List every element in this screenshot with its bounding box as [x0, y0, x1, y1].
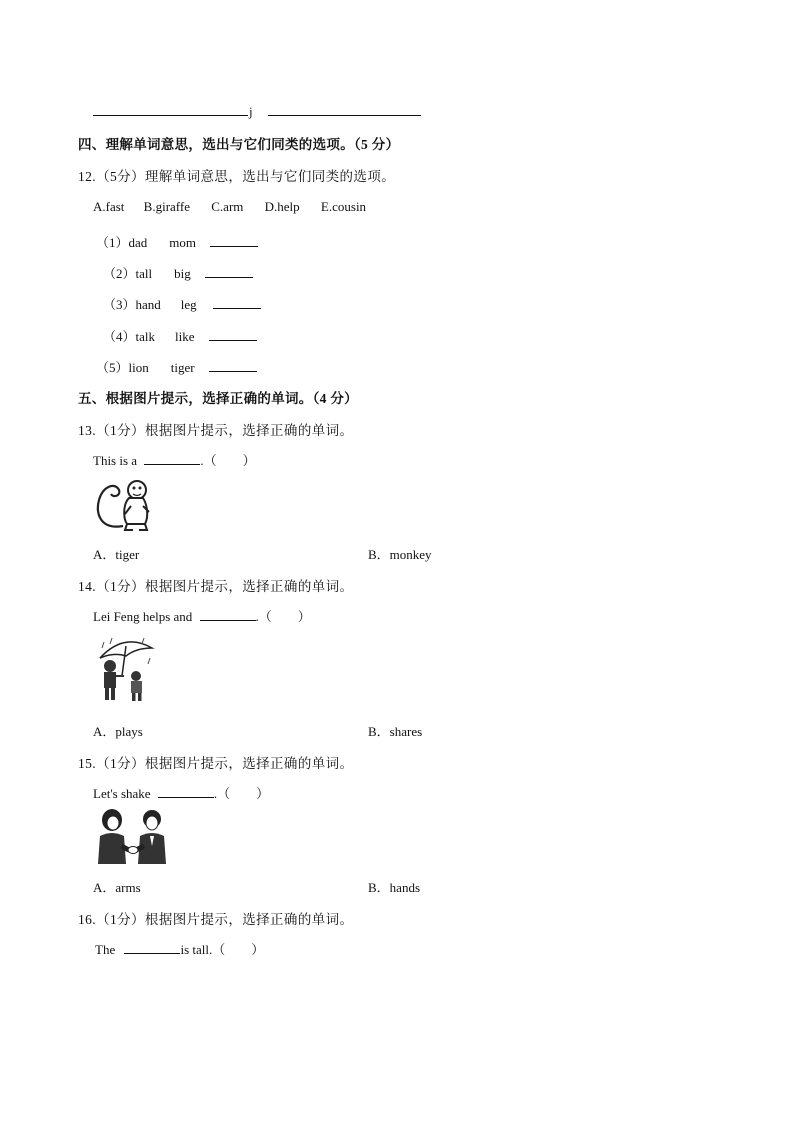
- monkey-picture: [93, 474, 155, 532]
- item-number: （2）: [103, 266, 136, 281]
- sentence-text: Lei Feng helps and: [93, 609, 193, 624]
- item-word: mom: [169, 235, 197, 250]
- sentence-text: .（ ）: [213, 786, 270, 801]
- answer-blank: [144, 464, 200, 465]
- sentence-text: .（ ）: [255, 609, 311, 624]
- item-word: leg: [180, 297, 197, 312]
- answer-blank: [209, 340, 257, 341]
- handshake-picture: [96, 806, 168, 864]
- item-number: （3）: [103, 297, 136, 312]
- letter-j: j: [249, 104, 253, 119]
- question-prompt: 14.（1分）根据图片提示，选择正确的单词。: [78, 579, 354, 594]
- option-a: A．plays: [93, 724, 143, 739]
- answer-blank: [124, 953, 180, 954]
- question-prompt: 15.（1分）根据图片提示，选择正确的单词。: [78, 756, 354, 771]
- answer-blank: [209, 371, 257, 372]
- option-item: D.help: [264, 199, 300, 214]
- answer-blank: [200, 620, 256, 621]
- umbrella-sharing-picture: [96, 636, 156, 702]
- item-word: like: [175, 329, 195, 344]
- sentence-text: is tall.（ ）: [180, 942, 265, 957]
- answer-line: [268, 115, 421, 116]
- option-a: A．arms: [93, 880, 141, 895]
- option-item: E.cousin: [320, 199, 367, 214]
- question-sentence: [93, 450, 256, 469]
- option-a: A．tiger: [93, 547, 140, 562]
- item-word: tall: [135, 266, 153, 281]
- list-item: [103, 263, 253, 282]
- option-b: B．monkey: [368, 547, 432, 562]
- section-heading: 五、根据图片提示，选择正确的单词。（4 分）: [78, 391, 358, 406]
- answer-blank: [205, 277, 253, 278]
- item-word: lion: [128, 360, 149, 375]
- sentence-text: .（ ）: [200, 453, 256, 468]
- question-prompt: 16.（1分）根据图片提示，选择正确的单词。: [78, 912, 354, 927]
- sentence-text: This is a: [93, 453, 138, 468]
- top-answer-lines: [93, 104, 421, 120]
- item-word: dad: [128, 235, 148, 250]
- option-item: A.fast: [93, 199, 125, 214]
- option-item: B.giraffe: [143, 199, 190, 214]
- answer-blank: [158, 797, 214, 798]
- option-b: B．shares: [368, 724, 423, 739]
- list-item: [96, 232, 258, 251]
- answer-blank: [213, 308, 261, 309]
- question-prompt: 13.（1分）根据图片提示，选择正确的单词。: [78, 423, 354, 438]
- question-sentence: [93, 606, 311, 625]
- item-number: （4）: [103, 329, 136, 344]
- list-item: [103, 294, 261, 313]
- item-number: （1）: [96, 235, 129, 250]
- answer-blank: [210, 246, 258, 247]
- question-sentence: [93, 783, 269, 802]
- sentence-text: The: [95, 942, 116, 957]
- item-number: （5）: [96, 360, 129, 375]
- section-heading: 四、理解单词意思，选出与它们同类的选项。（5 分）: [78, 137, 400, 152]
- list-item: [103, 326, 257, 345]
- answer-line: [93, 115, 248, 116]
- item-word: talk: [135, 329, 156, 344]
- question-prompt: 12.（5分）理解单词意思，选出与它们同类的选项。: [78, 169, 396, 184]
- option-item: C.arm: [211, 199, 244, 214]
- option-list: [93, 199, 366, 215]
- item-word: big: [174, 266, 191, 281]
- option-b: B．hands: [368, 880, 421, 895]
- list-item: [96, 357, 257, 376]
- sentence-text: Let's shake: [93, 786, 151, 801]
- item-word: hand: [135, 297, 161, 312]
- item-word: tiger: [170, 360, 195, 375]
- question-sentence: [95, 939, 264, 958]
